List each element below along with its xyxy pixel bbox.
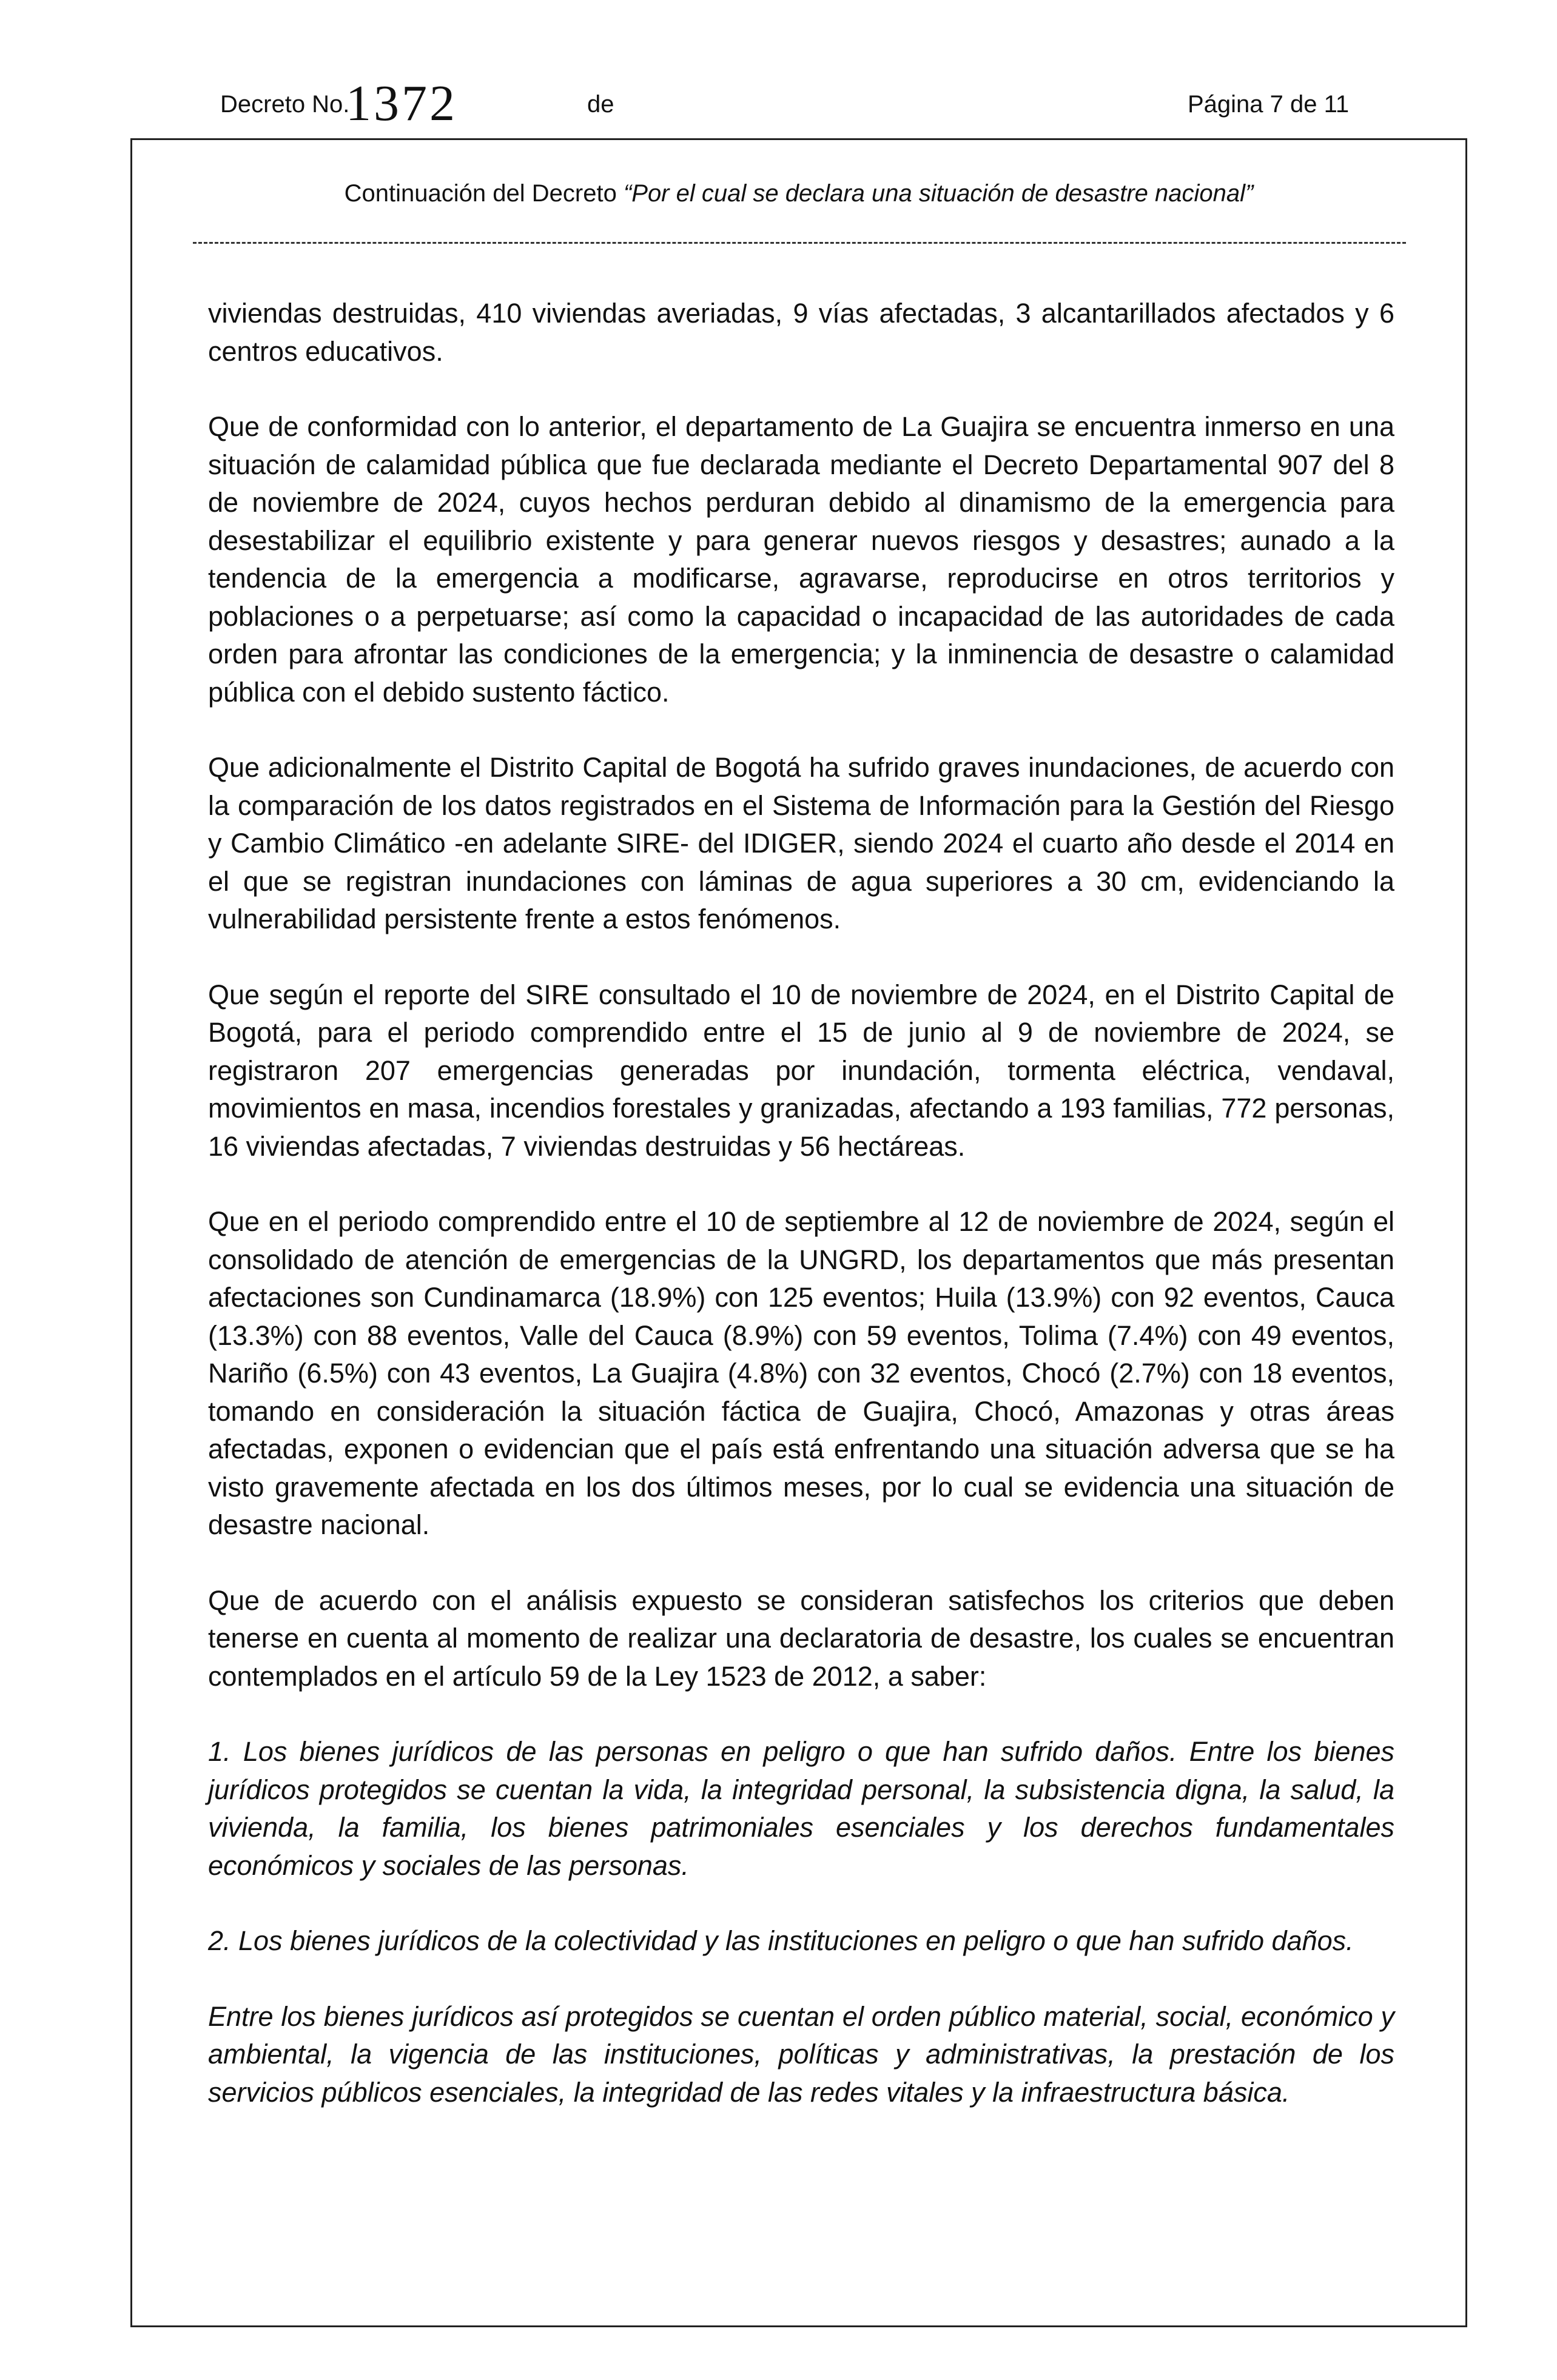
document-body [208, 295, 1394, 2149]
continuation-heading [132, 180, 1465, 207]
continuation-title: “Por el cual se declara una situación de desastre nacional” [623, 180, 1254, 207]
continuation-prefix: Continuación del Decreto [344, 180, 624, 207]
criterion-paragraph: Entre los bienes jurídicos así protegidos se cuentan el orden público material, social, económico y ambiental, la vigencia de las instituciones, políticas y administrativas, la prestación de los servicios públicos esenciales, la integridad de las redes vitales y la infraestructura básica. [208, 2000, 1394, 2108]
dashed-divider [193, 242, 1406, 244]
paragraph: Que adicionalmente el Distrito Capital de Bogotá ha sufrido graves inundaciones, de acuerdo con la comparación de los datos registrados en el Sistema de Información para la Gestión del Riesgo y Cambio Climático -en adelante SIRE- del IDIGER, siendo 2024 el cuarto año desde el 2014 en el que se registran inundaciones con láminas de agua superiores a 30 cm, evidenciando la vulnerabilidad persistente frente a estos fenómenos. [208, 752, 1394, 934]
paragraph: Que según el reporte del SIRE consultado el 10 de noviembre de 2024, en el Distrito Capital de Bogotá, para el periodo comprendido entre el 15 de junio al 9 de noviembre de 2024, se registraron 207 emergencias generadas por inundación, tormenta eléctrica, vendaval, movimientos en masa, incendios forestales y granizadas, afectando a 193 familias, 772 personas, 16 viviendas afectadas, 7 viviendas destruidas y 56 hectáreas. [208, 979, 1394, 1162]
decree-label: Decreto No. [220, 91, 350, 118]
criterion-paragraph: 1. Los bienes jurídicos de las personas en peligro o que han sufrido daños. Entre los bienes jurídicos protegidos se cuentan la vida, la integridad personal, la subsistencia digna, la salud, la vivienda, la familia, los bienes patrimoniales esenciales y los derechos fundamentales económicos y sociales de las personas. [208, 1736, 1394, 1881]
page-number: Página 7 de 11 [1188, 91, 1350, 118]
paragraph: viviendas destruidas, 410 viviendas averiadas, 9 vías afectadas, 3 alcantarillados afectados y 6 centros educativos. [208, 298, 1394, 367]
criterion-paragraph: 2. Los bienes jurídicos de la colectividad y las instituciones en peligro o que han sufrido daños. [208, 1925, 1354, 1956]
paragraph: Que en el periodo comprendido entre el 10 de septiembre al 12 de noviembre de 2024, según el consolidado de atención de emergencias de la UNGRD, los departamentos que más presentan afectaciones son Cundinamarca (18.9%) con 125 eventos; Huila (13.9%) con 92 eventos, Cauca (13.3%) con 88 eventos, Valle del Cauca (8.9%) con 59 eventos, Tolima (7.4%) con 49 eventos, Nariño (6.5%) con 43 eventos, La Guajira (4.8%) con 32 eventos, Chocó (2.7%) con 18 eventos, tomando en consideración la situación fáctica de Guajira, Chocó, Amazonas y otras áreas afectadas, exponen o evidencian que el país está enfrentando una situación adversa que se ha visto gravemente afectada en los dos últimos meses, por lo cual se evidencia una situación de desastre nacional. [208, 1206, 1394, 1540]
document-frame [130, 138, 1467, 2327]
paragraph: Que de conformidad con lo anterior, el departamento de La Guajira se encuentra inmerso en una situación de calamidad pública que fue declarada mediante el Decreto Departamental 907 del 8 de noviembre de 2024, cuyos hechos perduran debido al dinamismo de la emergencia para desestabilizar el equilibrio existente y para generar nuevos riesgos y desastres; aunado a la tendencia de la emergencia a modificarse, agravarse, reproducirse en otros territorios y poblaciones o a perpetuarse; así como la capacidad o incapacidad de las autoridades de cada orden para afrontar las condiciones de la emergencia; y la inminencia de desastre o calamidad pública con el debido sustento fáctico. [208, 411, 1394, 708]
paragraph: Que de acuerdo con el análisis expuesto se consideran satisfechos los criterios que deben tenerse en cuenta al momento de realizar una declaratoria de desastre, los cuales se encuentran contemplados en el artículo 59 de la Ley 1523 de 2012, a saber: [208, 1584, 1394, 1692]
decree-number: 1372 [346, 75, 457, 132]
decree-de-label: de [587, 91, 614, 118]
